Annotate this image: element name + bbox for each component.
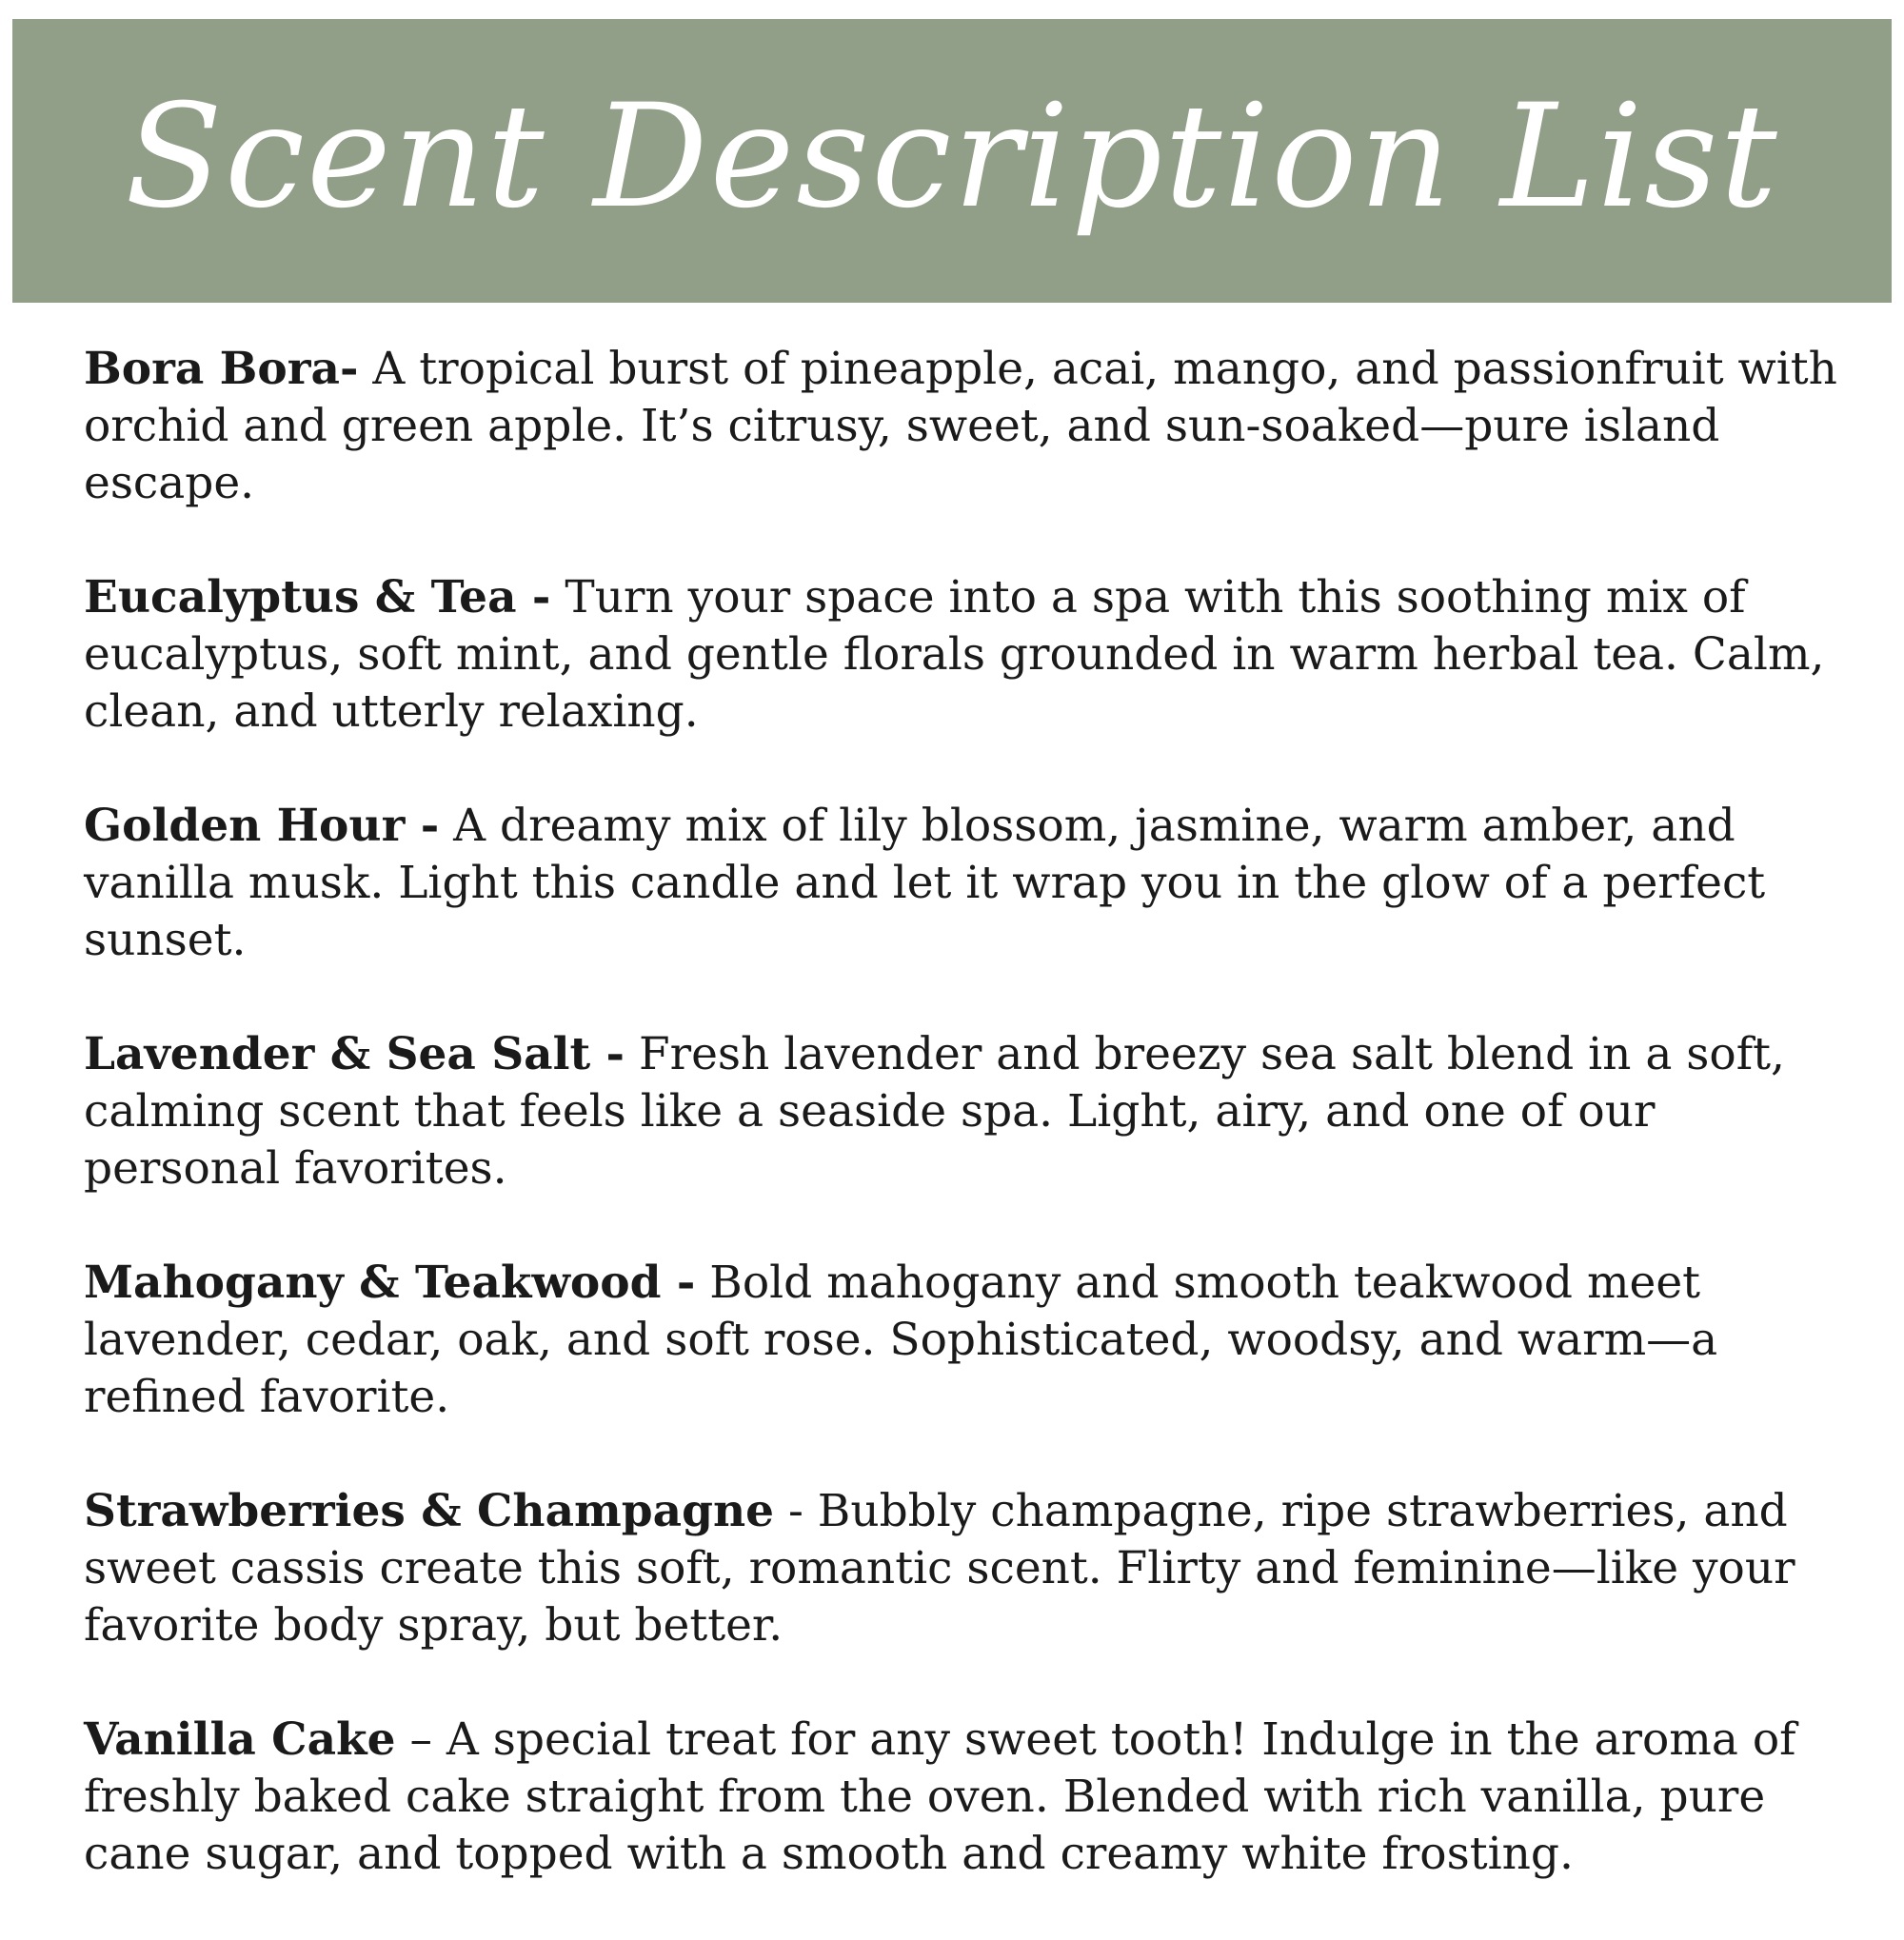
- scent-item-strawberries-champagne: [84, 1483, 1854, 1654]
- scent-description: - Bubbly champagne, ripe strawberries, and sweet cassis create this soft, romantic scent. Flirty and feminine—like your favorite body spray, but better.: [84, 1485, 1795, 1652]
- scent-name: Golden Hour -: [84, 800, 440, 852]
- scent-name: Strawberries & Champagne: [84, 1485, 775, 1537]
- scent-description: A dreamy mix of lily blossom, jasmine, warm amber, and vanilla musk. Light this candle and let it wrap you in the glow of a perfect sunset.: [84, 800, 1766, 966]
- scent-description: A tropical burst of pineapple, acai, mango, and passionfruit with orchid and green apple. It’s citrusy, sweet, and sun-soaked—pure island escape.: [84, 343, 1837, 509]
- scent-description: Fresh lavender and breezy sea salt blend in a soft, calming scent that feels like a seaside spa. Light, airy, and one of our personal favorites.: [84, 1028, 1785, 1195]
- page-title: Scent Description List: [125, 74, 1779, 240]
- scent-item-mahogany-teakwood: [84, 1255, 1854, 1426]
- scent-item-eucalyptus-tea: [84, 569, 1854, 741]
- scent-item-bora-bora: [84, 341, 1854, 512]
- scent-name: Bora Bora-: [84, 343, 359, 395]
- scent-name: Lavender & Sea Salt -: [84, 1028, 625, 1080]
- header-banner: [12, 19, 1892, 303]
- scent-description: – A special treat for any sweet tooth! Indulge in the aroma of freshly baked cake straight from the oven. Blended with rich vanilla, pure cane sugar, and topped with a smooth and creamy white frosting.: [84, 1713, 1796, 1880]
- scent-name: Vanilla Cake: [84, 1713, 396, 1766]
- scent-list: [84, 341, 1854, 1940]
- scent-description: Bold mahogany and smooth teakwood meet lavender, cedar, oak, and soft rose. Sophisticated, woodsy, and warm—a refined favorite.: [84, 1257, 1718, 1423]
- scent-name: Eucalyptus & Tea -: [84, 571, 551, 624]
- scent-item-golden-hour: [84, 798, 1854, 969]
- scent-name: Mahogany & Teakwood -: [84, 1257, 696, 1309]
- scent-item-lavender-sea-salt: [84, 1026, 1854, 1198]
- scent-description: Turn your space into a spa with this soothing mix of eucalyptus, soft mint, and gentle florals grounded in warm herbal tea. Calm, clean, and utterly relaxing.: [84, 571, 1825, 738]
- scent-item-vanilla-cake: [84, 1712, 1854, 1883]
